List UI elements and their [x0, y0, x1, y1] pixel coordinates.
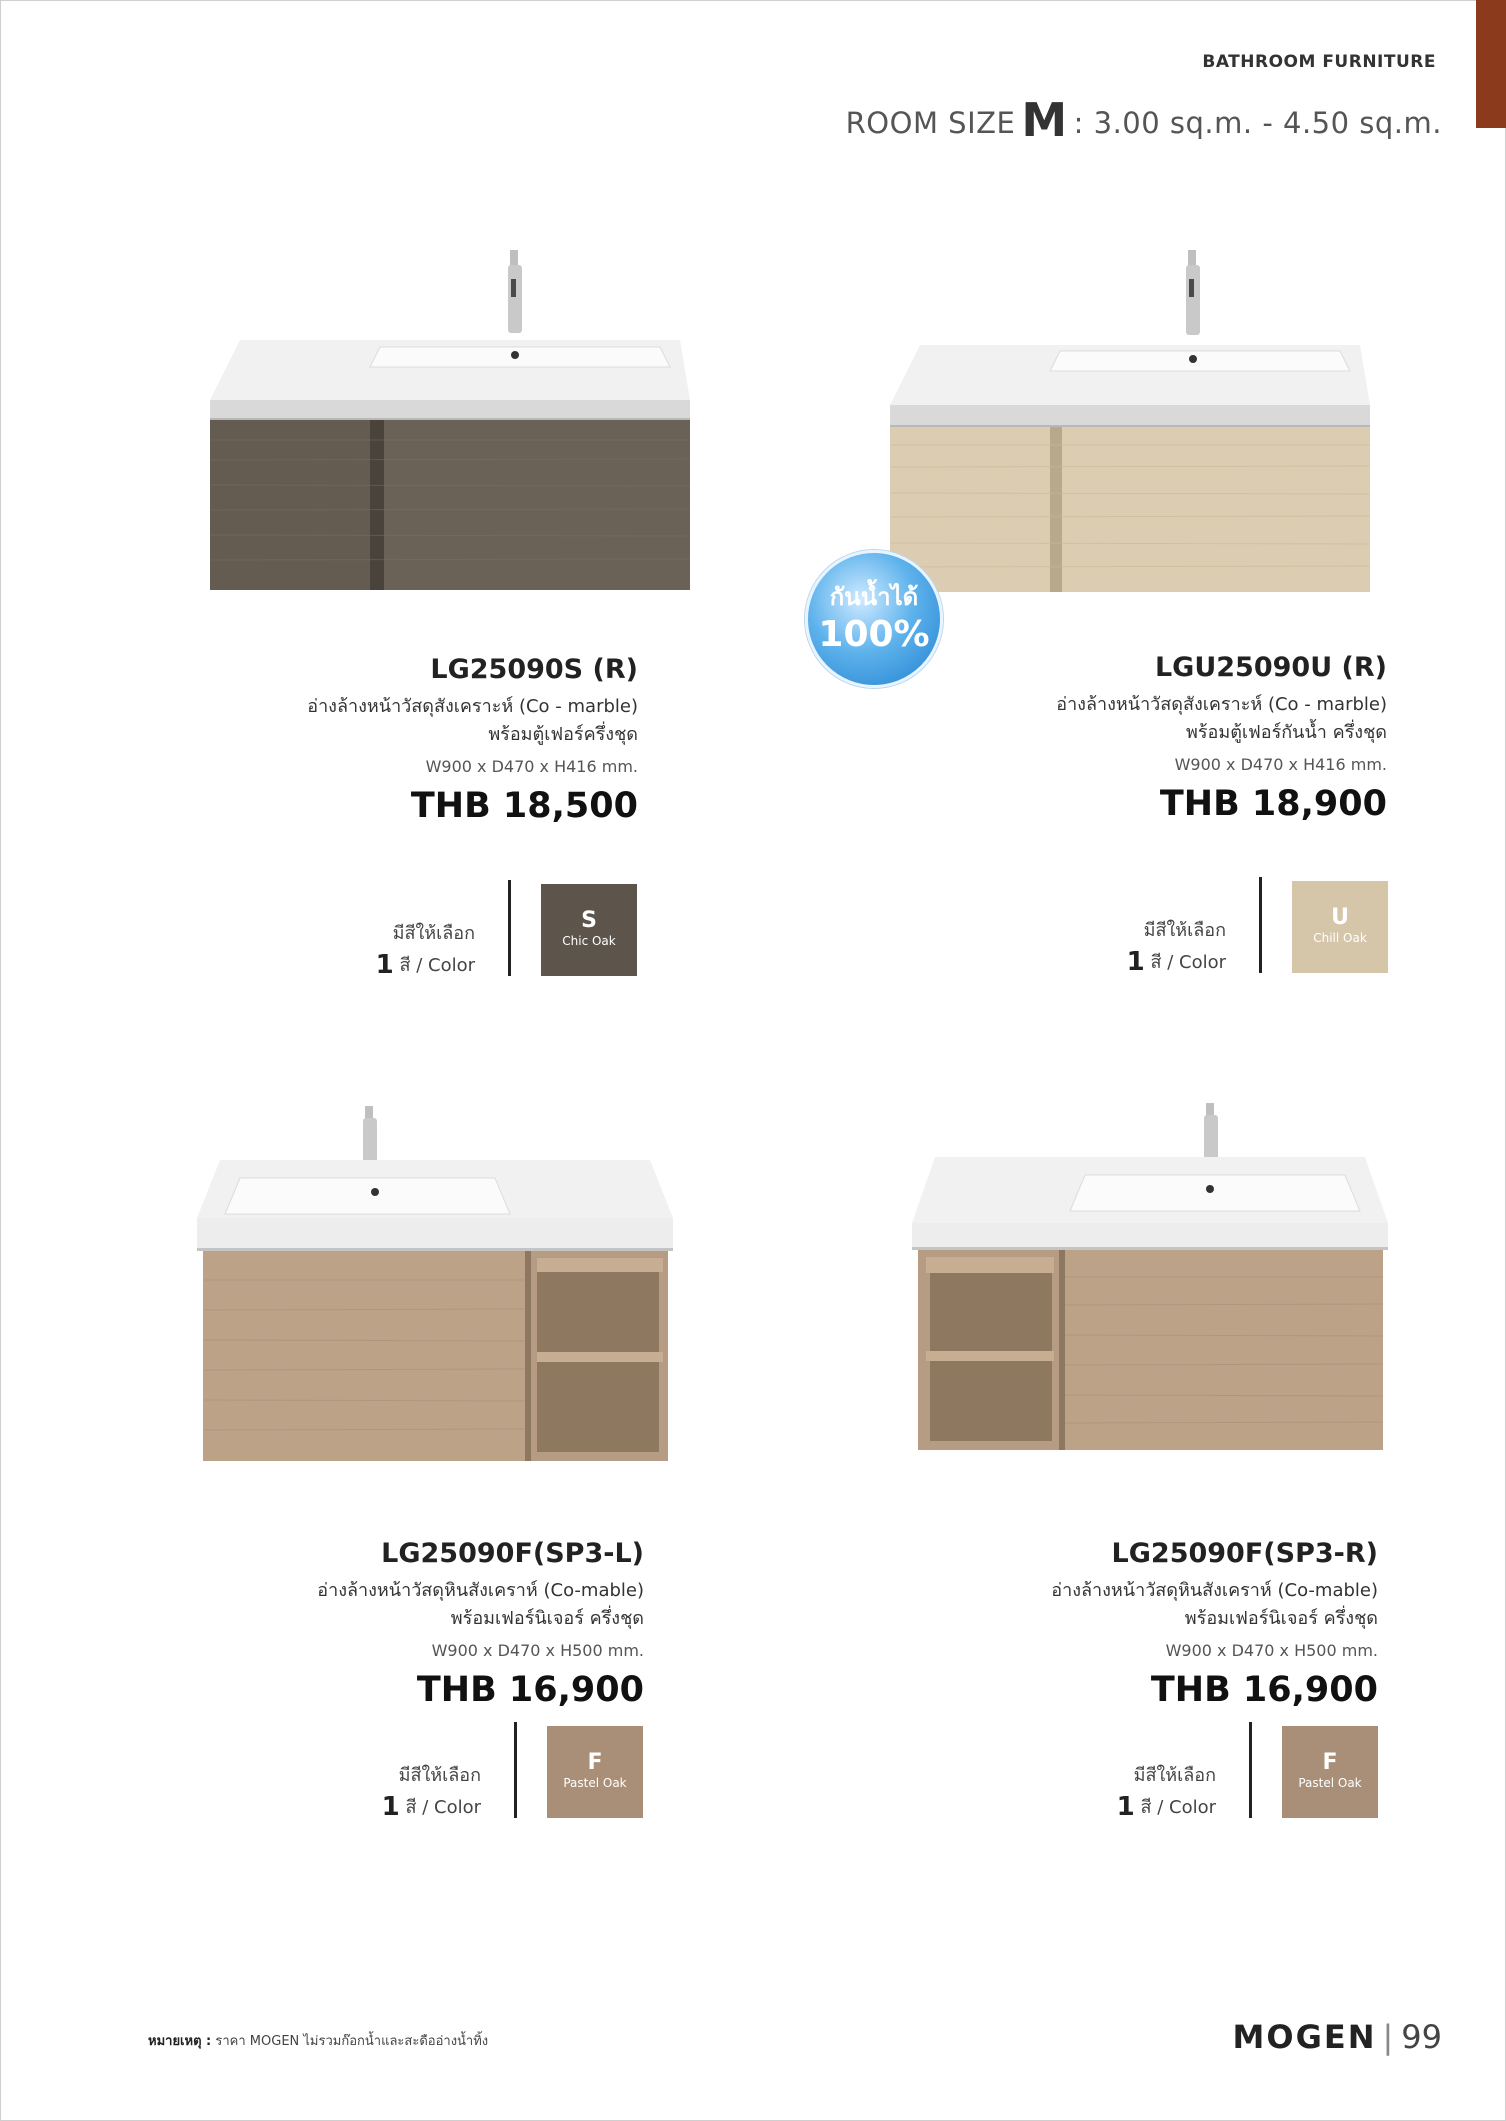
section-category: BATHROOM FURNITURE	[1202, 52, 1436, 72]
product-card-lg25090f-sp3-r	[978, 1538, 1378, 1710]
color-count-number: 1	[375, 950, 394, 980]
product-price: THB 16,900	[1150, 1670, 1378, 1710]
product-description	[987, 691, 1387, 747]
product-card-lg25090s	[238, 654, 638, 826]
color-count	[382, 1790, 481, 1821]
product-description	[244, 1577, 644, 1633]
product-image-lg25090s	[210, 245, 700, 595]
option-divider	[514, 1722, 517, 1818]
color-option-label: มีสีให้เลือก	[1143, 920, 1226, 941]
product-dimensions: W900 x D470 x H416 mm.	[1174, 755, 1387, 774]
swatch-code: F	[1322, 1750, 1338, 1775]
product-desc-line1: อ่างล้างหน้าวัสดุสังเคราะห์ (Co - marble)	[307, 696, 638, 717]
color-swatch	[1282, 1726, 1378, 1818]
product-desc-line1: อ่างล้างหน้าวัสดุหินสังเคราห์ (Co-mable)	[1051, 1580, 1378, 1601]
product-dimensions: W900 x D470 x H500 mm.	[1165, 1641, 1378, 1660]
waterproof-badge	[805, 550, 943, 688]
brand-footer	[1233, 2018, 1442, 2056]
product-card-lgu25090u	[987, 652, 1387, 824]
swatch-code: S	[581, 908, 597, 933]
color-option-lgu25090u	[1088, 877, 1388, 975]
product-dimensions: W900 x D470 x H416 mm.	[425, 757, 638, 776]
color-swatch	[541, 884, 637, 976]
color-unit: สี / Color	[1140, 1797, 1216, 1818]
product-model: LG25090F(SP3-R)	[1111, 1538, 1378, 1569]
color-swatch	[547, 1726, 643, 1818]
color-option-label: มีสีให้เลือก	[398, 1765, 481, 1786]
corner-color-tab	[1476, 0, 1506, 128]
color-option-lg25090f-sp3-l	[343, 1722, 643, 1820]
product-description	[978, 1577, 1378, 1633]
room-size-label: ROOM SIZE	[845, 106, 1016, 140]
product-model: LG25090F(SP3-L)	[381, 1538, 644, 1569]
product-price: THB 18,900	[1159, 784, 1387, 824]
swatch-name: Chic Oak	[562, 934, 616, 948]
color-count-number: 1	[381, 1792, 400, 1822]
option-divider	[508, 880, 511, 976]
product-desc-line2: พร้อมตู้เฟอร์ครึ่งชุด	[488, 724, 638, 745]
swatch-code: F	[587, 1750, 603, 1775]
footnote-text: ราคา MOGEN ไม่รวมก๊อกน้ำและสะดืออ่างน้ำทิ้ง	[215, 2034, 489, 2049]
badge-line2: 100%	[818, 614, 930, 655]
page-number: 99	[1401, 2018, 1442, 2056]
color-option-label: มีสีให้เลือก	[392, 923, 475, 944]
product-desc-line2: พร้อมตู้เฟอร์กันน้ำ ครึ่งชุด	[1185, 722, 1387, 743]
color-option-label: มีสีให้เลือก	[1133, 1765, 1216, 1786]
product-price: THB 18,500	[410, 786, 638, 826]
color-count-number: 1	[1116, 1792, 1135, 1822]
room-size-heading	[845, 90, 1442, 147]
swatch-name: Pastel Oak	[1298, 1776, 1362, 1790]
color-option-lg25090f-sp3-r	[1078, 1722, 1378, 1820]
color-unit: สี / Color	[405, 1797, 481, 1818]
option-divider	[1259, 877, 1262, 973]
product-description	[238, 693, 638, 749]
swatch-code: U	[1331, 905, 1349, 930]
footnote	[148, 2030, 488, 2051]
product-model: LG25090S (R)	[430, 654, 638, 685]
product-desc-line1: อ่างล้างหน้าวัสดุหินสังเคราห์ (Co-mable)	[317, 1580, 644, 1601]
footnote-label: หมายเหตุ :	[148, 2034, 212, 2049]
footer-separator: |	[1382, 2018, 1396, 2056]
option-divider	[1249, 1722, 1252, 1818]
product-desc-line1: อ่างล้างหน้าวัสดุสังเคราะห์ (Co - marble)	[1056, 694, 1387, 715]
product-model: LGU25090U (R)	[1154, 652, 1387, 683]
color-unit: สี / Color	[1150, 952, 1226, 973]
product-image-lg25090f-sp3-l	[195, 1100, 680, 1470]
room-size-letter: M	[1021, 93, 1068, 147]
color-count	[376, 948, 475, 979]
brand-logo: MOGEN	[1232, 2018, 1377, 2056]
color-count	[1117, 1790, 1216, 1821]
badge-line1: กันน้ำได้	[829, 583, 919, 611]
swatch-name: Pastel Oak	[563, 1776, 627, 1790]
color-count-number: 1	[1126, 947, 1145, 977]
product-card-lg25090f-sp3-l	[244, 1538, 644, 1710]
product-dimensions: W900 x D470 x H500 mm.	[431, 1641, 644, 1660]
color-count	[1127, 945, 1226, 976]
product-desc-line2: พร้อมเฟอร์นิเจอร์ ครึ่งชุด	[1184, 1608, 1378, 1629]
color-swatch	[1292, 881, 1388, 973]
color-unit: สี / Color	[399, 955, 475, 976]
product-image-lgu25090u	[890, 245, 1380, 595]
color-option-lg25090s	[337, 880, 637, 978]
swatch-name: Chill Oak	[1313, 931, 1367, 945]
room-size-range: : 3.00 sq.m. - 4.50 sq.m.	[1073, 106, 1442, 140]
product-desc-line2: พร้อมเฟอร์นิเจอร์ ครึ่งชุด	[450, 1608, 644, 1629]
product-price: THB 16,900	[416, 1670, 644, 1710]
product-image-lg25090f-sp3-r	[910, 1095, 1395, 1465]
